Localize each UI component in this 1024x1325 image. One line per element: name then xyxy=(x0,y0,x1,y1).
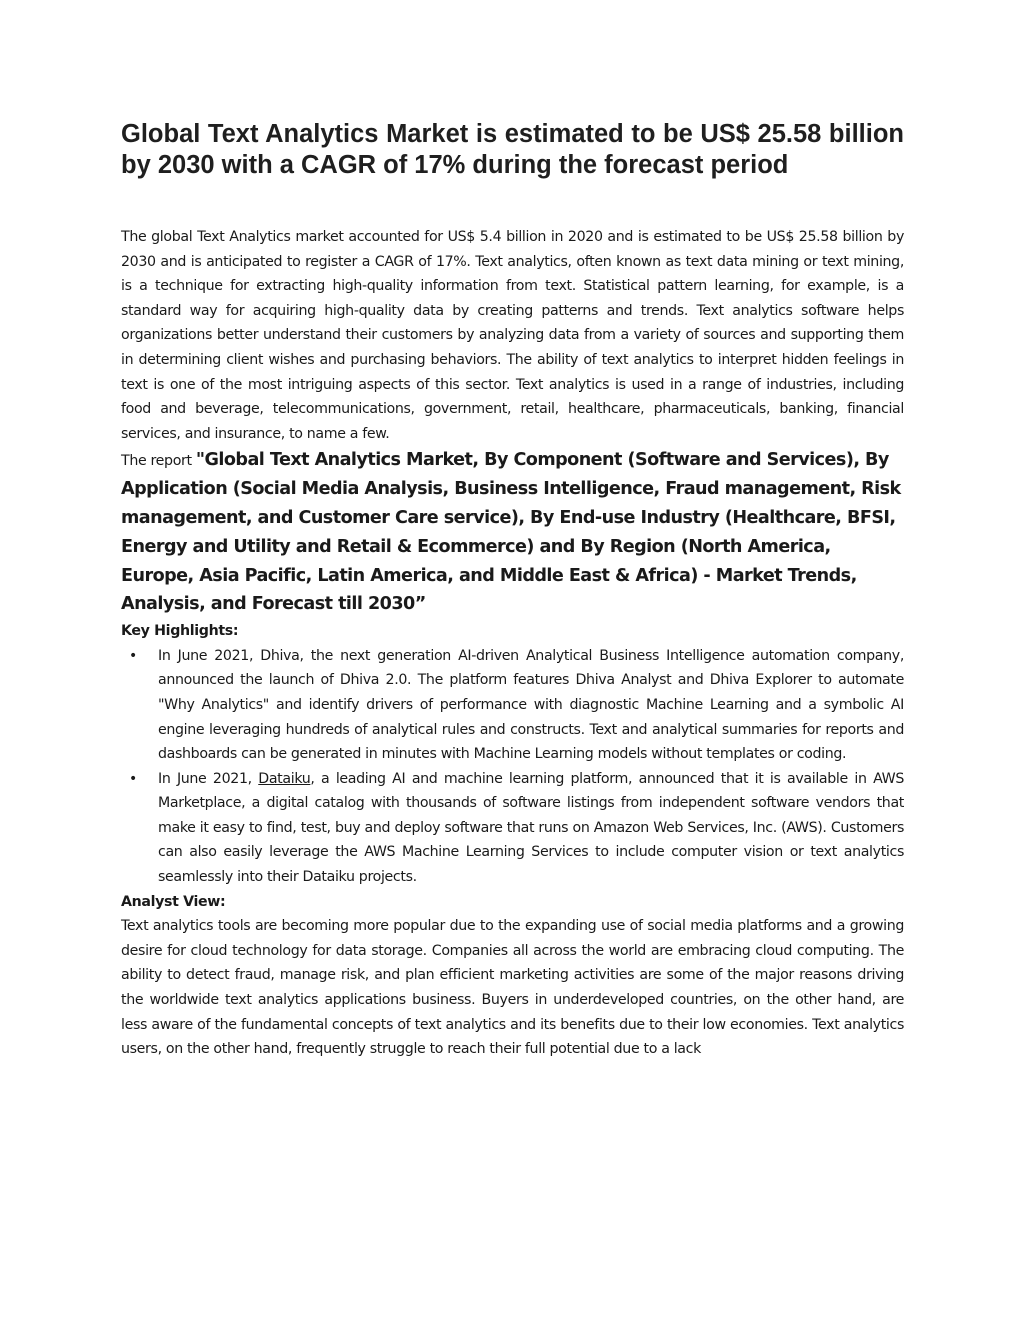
list-item xyxy=(121,644,904,767)
analyst-view-paragraph: Text analytics tools are becoming more popular due to the expanding use of social media platforms and a growing desire for cloud technology for data storage. Companies all across the world are embracing cloud computing. The ability to detect fraud, manage risk, and plan efficient marketing activities are some of the major reasons driving the worldwide text analytics applications business. Buyers in underdeveloped countries, on the other hand, are less aware of the fundamental concepts of text analytics and its benefits due to their low economies. Text analytics users, on the other hand, frequently struggle to reach their full potential due to a lack xyxy=(121,918,904,1058)
intro-paragraph: The global Text Analytics market accounted for US$ 5.4 billion in 2020 and is estimated to be US$ 25.58 billion by 2030 and is anticipated to register a CAGR of 17%. Text analytics, often known as text data mining or text mining, is a technique for extracting high-quality information from text. Statistical pattern learning, for example, is a standard way for acquiring high-quality data by creating patterns and trends. Text analytics software helps organizations better understand their customers by analyzing data from a variety of sources and supporting them in determining client wishes and purchasing behaviors. The ability of text analytics to interpret hidden feelings in text is one of the most intriguing aspects of this sector. Text analytics is used in a range of industries, including food and beverage, telecommunications, government, retail, healthcare, pharmaceuticals, banking, financial services, and insurance, to name a few. xyxy=(121,229,904,442)
dataiku-link[interactable]: Dataiku xyxy=(258,770,311,787)
list-item xyxy=(121,767,904,890)
document-page xyxy=(121,119,904,1062)
list-item-text: In June 2021, Dhiva, the next generation AI-driven Analytical Business Intelligence automation company, announced the launch of Dhiva 2.0. The platform features Dhiva Analyst and Dhiva Explorer to automate "Why Analytics" and identify drivers of performance with diagnostic Machine Learning and a symbolic AI engine leveraging hundreds of analytical rules and constructs. Text and analytical summaries for reports and dashboards can be generated in minutes with Machine Learning models without templates or coding. xyxy=(158,647,904,763)
key-highlights-heading: Key Highlights: xyxy=(121,623,239,640)
page-title: Global Text Analytics Market is estimated to be US$ 25.58 billion by 2030 with a CAGR of 17% during the forecast period xyxy=(121,120,904,179)
report-line xyxy=(121,446,904,619)
analyst-view-heading: Analyst View: xyxy=(121,893,226,910)
report-prefix: The report xyxy=(121,453,196,470)
key-highlights-list xyxy=(121,644,904,890)
list-item-text-before: In June 2021, xyxy=(158,770,259,787)
report-title: "Global Text Analytics Market, By Component (Software and Services), By Application (Social Media Analysis, Business Intelligence, Fraud management, Risk management, and Customer Care service), By End-use Industry (Healthcare, BFSI, Energy and Utility and Retail & Ecommerce) and By Region (North America, Europe, Asia Pacific, Latin America, and Middle East & Africa) - Market Trends, Analysis, and Forecast till 2030” xyxy=(121,450,901,615)
bullet-icon: • xyxy=(129,770,137,787)
list-item-text-after: , a leading AI and machine learning platform, announced that it is available in AWS Marketplace, a digital catalog with thousands of software listings from independent software vendors that make it easy to find, test, buy and deploy software that runs on Amazon Web Services, Inc. (AWS). Customers can also easily leverage the AWS Machine Learning Services to include computer vision or text analytics seamlessly into their Dataiku projects. xyxy=(158,770,904,886)
bullet-icon: • xyxy=(129,647,137,664)
